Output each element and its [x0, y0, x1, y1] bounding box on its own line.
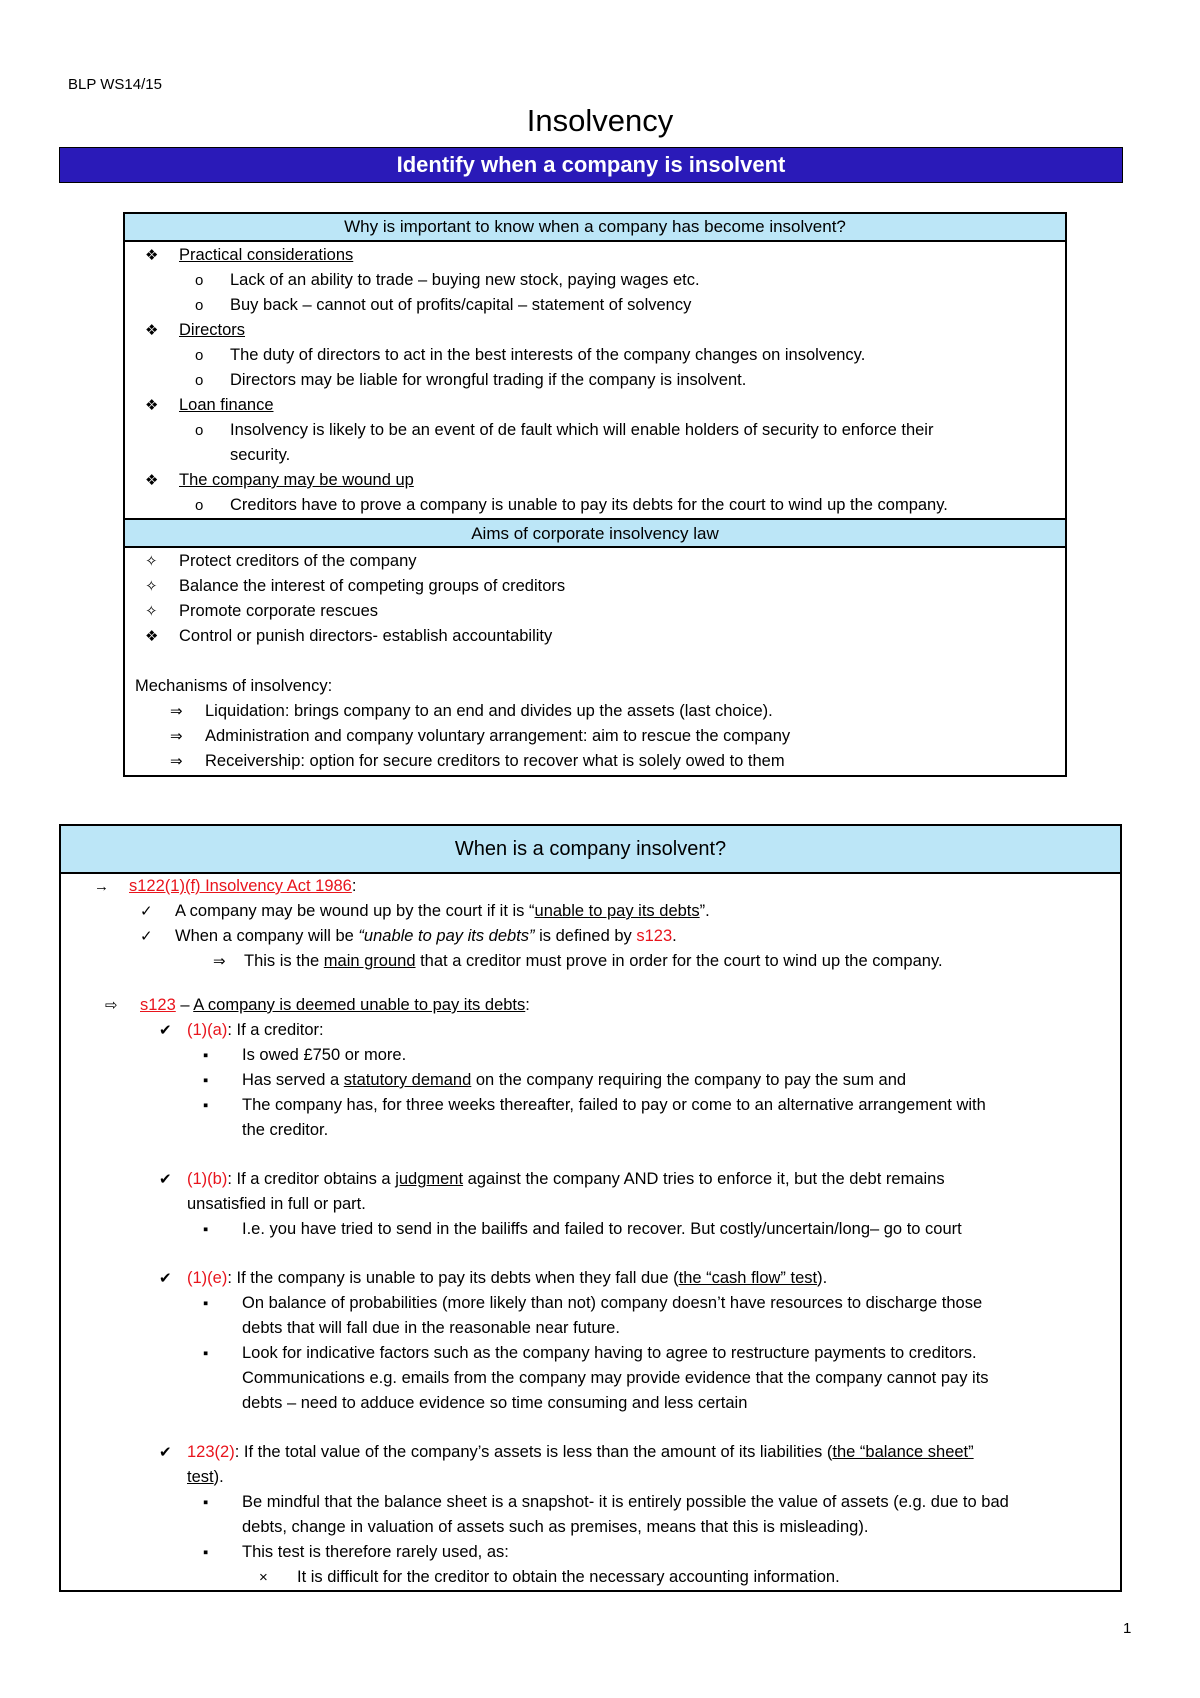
mechanism-item: [135, 699, 1065, 724]
circle-bullet-icon: o: [195, 297, 204, 314]
double-arrow-icon: ⇒: [170, 753, 183, 770]
sub-bullet-text: Buy back – cannot out of profits/capital – statement of solvency: [230, 296, 692, 314]
bullet-heading-text: Practical considerations: [179, 246, 354, 264]
test-1e-bullet-2-cont-2: debts – need to adduce evidence so time consuming and less certain: [242, 1394, 748, 1412]
test-1a-bullet-2: ▪ Has served a statutory demand on the company requiring the company to pay the sum and: [71, 1068, 1120, 1093]
diamond-bullet-icon: ❖: [145, 247, 159, 264]
test-1b-bullet-1: ▪ I.e. you have tried to send in the bailiffs and failed to recover. But costly/uncertain/long– go to court: [71, 1217, 1120, 1242]
spacer: [71, 1416, 1120, 1440]
section-banner: Identify when a company is insolvent: [59, 147, 1123, 183]
aim-item: [135, 549, 1065, 574]
star-bullet-icon: ✧: [145, 603, 158, 620]
bullet-heading: [135, 393, 1065, 418]
statute-reference: s122(1)(f) Insolvency Act 1986: [129, 877, 352, 895]
double-arrow-icon: ⇒: [170, 728, 183, 745]
aim-item-text: Protect creditors of the company: [179, 552, 417, 570]
sub-bullet: [135, 493, 1065, 518]
bullet-heading: [135, 318, 1065, 343]
test-123-2-bullet-1: ▪ Be mindful that the balance sheet is a snapshot- it is entirely possible the value of assets (e.g. due to bad: [71, 1490, 1120, 1515]
aim-item: [135, 574, 1065, 599]
document-header-code: BLP WS14/15: [68, 76, 162, 93]
hollow-arrow-icon: ⇨: [105, 997, 118, 1014]
star-bullet-icon: ✧: [145, 553, 158, 570]
sub-bullet: [135, 443, 1065, 468]
bullet-heading-text: Loan finance: [179, 396, 274, 414]
diamond-bullet-icon: ❖: [145, 322, 159, 339]
test-1a-bullet-3-cont: the creditor.: [242, 1121, 329, 1139]
test-1b-line: ✔ (1)(b): If a creditor obtains a judgment against the company AND tries to enforce it, but the debt remains: [71, 1167, 1120, 1192]
square-bullet-icon: ▪: [203, 1345, 209, 1362]
spacer: [71, 974, 1120, 993]
statute-point-1: ✓ A company may be wound up by the court if it is “unable to pay its debts”.: [71, 899, 1120, 924]
sub-bullet-text: Creditors have to prove a company is unable to pay its debts for the court to wind up the company.: [230, 496, 948, 514]
mechanism-item: [135, 749, 1065, 774]
page-number: 1: [1123, 1620, 1132, 1637]
test-1e-bullet-2-cont-1: Communications e.g. emails from the company may provide evidence that the company cannot pay its: [242, 1369, 989, 1387]
bullet-heading-text: The company may be wound up: [179, 471, 414, 489]
square-bullet-icon: ▪: [203, 1544, 209, 1561]
main-ground-line: ⇒ This is the main ground that a creditor must prove in order for the court to wind up the company.: [71, 949, 1120, 974]
mechanisms-title: Mechanisms of insolvency:: [135, 677, 333, 695]
importance-header: Why is important to know when a company has become insolvent?: [125, 214, 1065, 242]
spacer-line: [135, 649, 1065, 674]
test-1e-bullet-2: ▪ Look for indicative factors such as the company having to agree to restructure payments to creditors.: [71, 1341, 1120, 1366]
test-123-2-sub-bullet: × It is difficult for the creditor to obtain the necessary accounting information.: [71, 1565, 1120, 1590]
heavy-check-icon: ✔: [159, 1022, 172, 1039]
square-bullet-icon: ▪: [203, 1295, 209, 1312]
bullet-heading: [135, 243, 1065, 268]
diamond-bullet-icon: ❖: [145, 397, 159, 414]
insolvency-test-header: When is a company insolvent?: [61, 826, 1120, 874]
test-1a-bullet-3: ▪ The company has, for three weeks thereafter, failed to pay or come to an alternative arrangement with: [71, 1093, 1120, 1118]
square-bullet-icon: ▪: [203, 1221, 209, 1238]
square-bullet-icon: ▪: [203, 1072, 209, 1089]
mechanism-item: [135, 724, 1065, 749]
heavy-check-icon: ✔: [159, 1270, 172, 1287]
bullet-heading: [135, 468, 1065, 493]
statute-point-2: ✓ When a company will be “unable to pay its debts” is defined by s123.: [71, 924, 1120, 949]
heavy-check-icon: ✔: [159, 1444, 172, 1461]
mechanism-item-text: Administration and company voluntary arrangement: aim to rescue the company: [205, 727, 791, 745]
insolvency-test-body: [61, 874, 1120, 1590]
square-bullet-icon: ▪: [203, 1047, 209, 1064]
mechanisms-list: [135, 699, 1065, 774]
sub-bullet-text: The duty of directors to act in the best interests of the company changes on insolvency.: [230, 346, 866, 364]
aims-list: [135, 549, 1065, 649]
diamond-bullet-icon: ❖: [145, 472, 159, 489]
heavy-check-icon: ✔: [159, 1171, 172, 1188]
test-1b-line-cont: unsatisfied in full or part.: [187, 1195, 366, 1213]
aim-item-text: Promote corporate rescues: [179, 602, 379, 620]
test-1e-bullet-1: ▪ On balance of probabilities (more likely than not) company doesn’t have resources to discharge those: [71, 1291, 1120, 1316]
double-arrow-icon: ⇒: [213, 953, 226, 970]
spacer: [71, 1143, 1120, 1167]
statute-line: → s122(1)(f) Insolvency Act 1986:: [71, 874, 1120, 899]
s123-line: ⇨ s123 – A company is deemed unable to pay its debts:: [71, 993, 1120, 1018]
circle-bullet-icon: o: [195, 497, 204, 514]
bullet-heading-text: Directors: [179, 321, 246, 339]
sub-bullet: [135, 268, 1065, 293]
test-1a-bullet-1: ▪ Is owed £750 or more.: [71, 1043, 1120, 1068]
mechanism-item-text: Receivership: option for secure creditors to recover what is solely owed to them: [205, 752, 785, 770]
diamond-bullet-icon: ❖: [145, 628, 159, 645]
test-123-2-line-cont: test).: [187, 1468, 224, 1486]
cross-icon: ×: [259, 1569, 268, 1586]
aims-section: [125, 548, 1065, 774]
test-123-2-bullet-2: ▪ This test is therefore rarely used, as:: [71, 1540, 1120, 1565]
test-123-2-line: ✔ 123(2): If the total value of the company’s assets is less than the amount of its liabilities (the “balance sheet”: [71, 1440, 1120, 1465]
importance-box: [123, 212, 1067, 777]
page-title: Insolvency: [526, 103, 674, 138]
aim-item: [135, 599, 1065, 624]
sub-bullet: [135, 343, 1065, 368]
square-bullet-icon: ▪: [203, 1494, 209, 1511]
test-1a-line: ✔ (1)(a): If a creditor:: [71, 1018, 1120, 1043]
right-arrow-icon: →: [94, 878, 109, 895]
sub-bullet-text: Insolvency is likely to be an event of de fault which will enable holders of security to enforce their: [230, 421, 934, 439]
importance-list: [125, 242, 1065, 518]
circle-bullet-icon: o: [195, 272, 204, 289]
check-icon: ✓: [140, 928, 153, 945]
check-icon: ✓: [140, 903, 153, 920]
aim-item-text: Control or punish directors- establish accountability: [179, 627, 553, 645]
circle-bullet-icon: o: [195, 347, 204, 364]
sub-bullet-text: Lack of an ability to trade – buying new stock, paying wages etc.: [230, 271, 700, 289]
sub-bullet-text: Directors may be liable for wrongful trading if the company is insolvent.: [230, 371, 747, 389]
aim-item: [135, 624, 1065, 649]
aim-item-text: Balance the interest of competing groups of creditors: [179, 577, 566, 595]
insolvency-test-box: [59, 824, 1122, 1592]
star-bullet-icon: ✧: [145, 578, 158, 595]
circle-bullet-icon: o: [195, 372, 204, 389]
test-1e-bullet-1-cont: debts that will fall due in the reasonable near future.: [242, 1319, 620, 1337]
sub-bullet: [135, 293, 1065, 318]
sub-bullet-text: security.: [230, 446, 291, 464]
test-1e-line: ✔ (1)(e): If the company is unable to pay its debts when they fall due (the “cash flow” test).: [71, 1266, 1120, 1291]
circle-bullet-icon: o: [195, 422, 204, 439]
sub-bullet: [135, 418, 1065, 443]
aims-header: Aims of corporate insolvency law: [125, 518, 1065, 548]
mechanism-item-text: Liquidation: brings company to an end and divides up the assets (last choice).: [205, 702, 773, 720]
square-bullet-icon: ▪: [203, 1097, 209, 1114]
spacer: [71, 1242, 1120, 1266]
double-arrow-icon: ⇒: [170, 703, 183, 720]
test-123-2-bullet-1-cont: debts, change in valuation of assets such as premises, means that this is misleading).: [242, 1518, 869, 1536]
sub-bullet: [135, 368, 1065, 393]
